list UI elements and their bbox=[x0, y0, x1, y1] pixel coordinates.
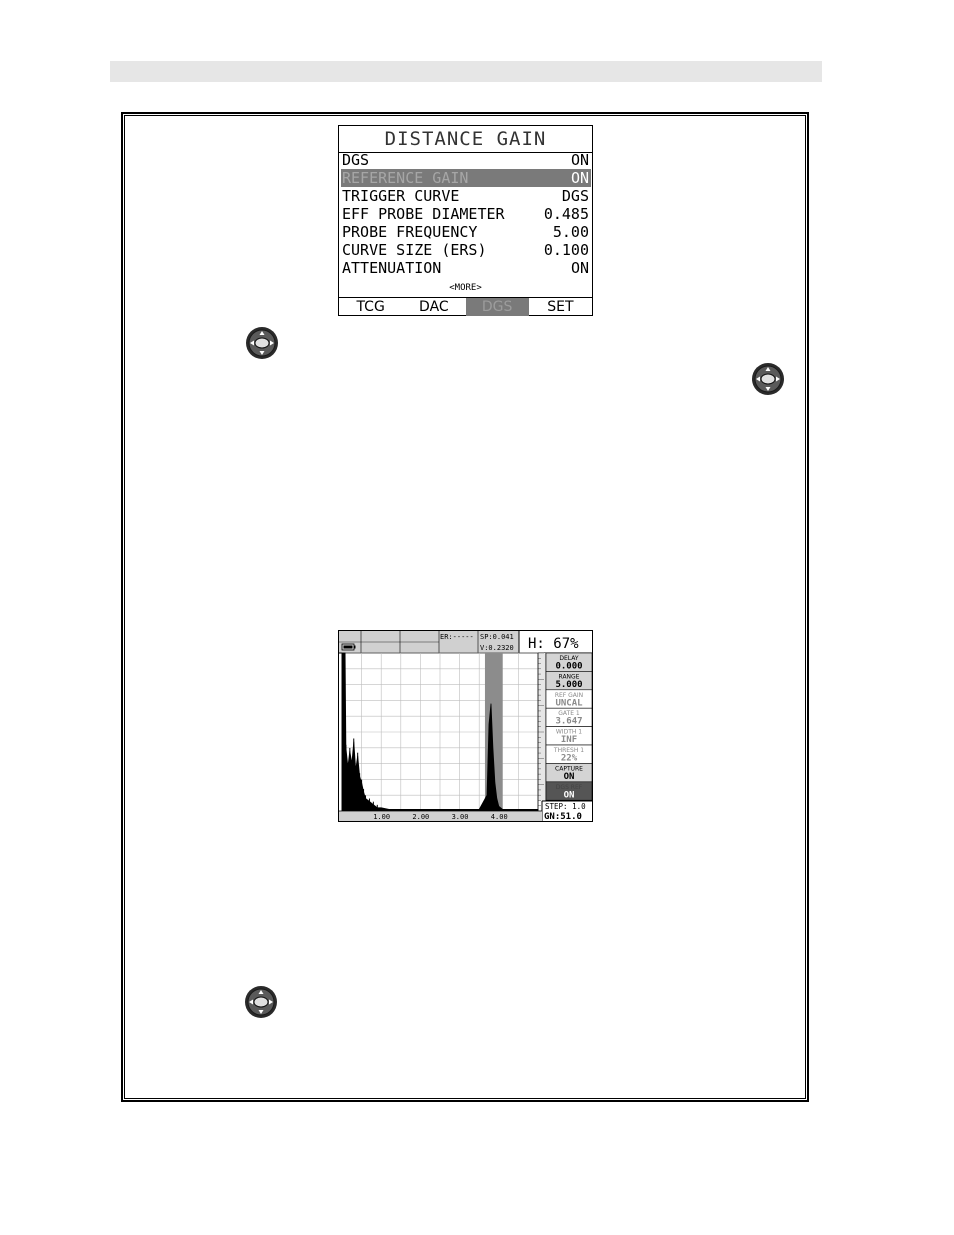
menu-row-value: 0.100 bbox=[543, 241, 589, 259]
menu-row-curve-size[interactable] bbox=[341, 241, 591, 259]
x-tick-label: 2.00 bbox=[412, 813, 430, 821]
param-value: 5.000 bbox=[555, 679, 583, 690]
gain-readout: GN:51.0 bbox=[544, 812, 582, 821]
tab-dac[interactable]: DAC bbox=[419, 299, 449, 315]
param-label: DGS REF bbox=[555, 783, 583, 791]
param-label: THRESH 1 bbox=[553, 747, 585, 754]
menu-row-reference-gain[interactable] bbox=[341, 169, 591, 187]
height-readout: H: 67% bbox=[528, 636, 579, 652]
parameter-panel bbox=[546, 653, 592, 800]
param-label: RANGE bbox=[558, 673, 580, 681]
sp-readout: SP:0.041 bbox=[480, 633, 514, 641]
param-value: ON bbox=[563, 771, 575, 782]
param-value: ON bbox=[563, 790, 575, 801]
navpad-icon bbox=[751, 362, 785, 396]
param-value: UNCAL bbox=[555, 698, 583, 709]
tab-set[interactable]: SET bbox=[547, 299, 574, 315]
param-label: DELAY bbox=[559, 655, 579, 662]
menu-row-value: ON bbox=[570, 169, 589, 187]
menu-row-trigger-curve[interactable] bbox=[341, 187, 591, 205]
er-readout: ER:----- bbox=[440, 633, 474, 641]
param-label: REF GAIN bbox=[554, 691, 584, 699]
tab-dgs[interactable]: DGS bbox=[466, 298, 529, 316]
param-value: 22% bbox=[560, 753, 578, 764]
menu-row-label: REFERENCE GAIN bbox=[342, 169, 469, 187]
menu-row-label: PROBE FREQUENCY bbox=[342, 223, 478, 241]
x-axis-strip bbox=[339, 811, 542, 821]
menu-row-label: EFF PROBE DIAMETER bbox=[342, 205, 505, 223]
v-readout: V:0.2320 bbox=[480, 644, 514, 652]
menu-row-label: ATTENUATION bbox=[342, 259, 442, 277]
menu-row-probe-frequency[interactable] bbox=[341, 223, 591, 241]
menu-row-value: ON bbox=[570, 259, 589, 277]
menu-row-attenuation[interactable] bbox=[341, 259, 591, 277]
param-value: 3.647 bbox=[555, 716, 583, 727]
ruler bbox=[538, 653, 546, 801]
menu-row-label: TRIGGER CURVE bbox=[342, 187, 460, 205]
more-indicator[interactable]: <MORE> bbox=[449, 283, 482, 293]
x-tick-label: 3.00 bbox=[451, 813, 469, 821]
distance-gain-menu-screen bbox=[338, 125, 593, 316]
menu-row-label: CURVE SIZE (ERS) bbox=[342, 241, 487, 259]
x-tick-label: 4.00 bbox=[490, 813, 508, 821]
menu-row-value: ON bbox=[570, 151, 589, 169]
menu-title: DISTANCE GAIN bbox=[384, 128, 547, 150]
navpad-icon bbox=[245, 326, 279, 360]
param-value: 0.000 bbox=[555, 661, 583, 672]
ascan-grid bbox=[342, 653, 538, 811]
param-label: GATE 1 bbox=[558, 710, 580, 718]
menu-row-dgs[interactable] bbox=[341, 151, 591, 169]
step-readout: STEP: 1.0 bbox=[545, 802, 586, 811]
menu-row-eff-probe-diameter[interactable] bbox=[341, 205, 591, 223]
tab-tcg[interactable]: TCG bbox=[356, 299, 385, 315]
menu-row-value: 5.00 bbox=[552, 223, 589, 241]
menu-tabs bbox=[339, 297, 592, 316]
x-tick-label: 1.00 bbox=[373, 813, 391, 821]
menu-row-label: DGS bbox=[342, 151, 370, 169]
ascan-display bbox=[339, 631, 592, 821]
ascan-screen bbox=[338, 630, 593, 822]
param-label: WIDTH 1 bbox=[555, 728, 583, 736]
menu-row-value: DGS bbox=[561, 187, 589, 205]
menu-row-value: 0.485 bbox=[543, 205, 589, 223]
param-value: INF bbox=[560, 735, 578, 746]
param-label: CAPTURE bbox=[555, 765, 583, 773]
navpad-icon bbox=[244, 985, 278, 1019]
header-bar bbox=[110, 61, 822, 82]
